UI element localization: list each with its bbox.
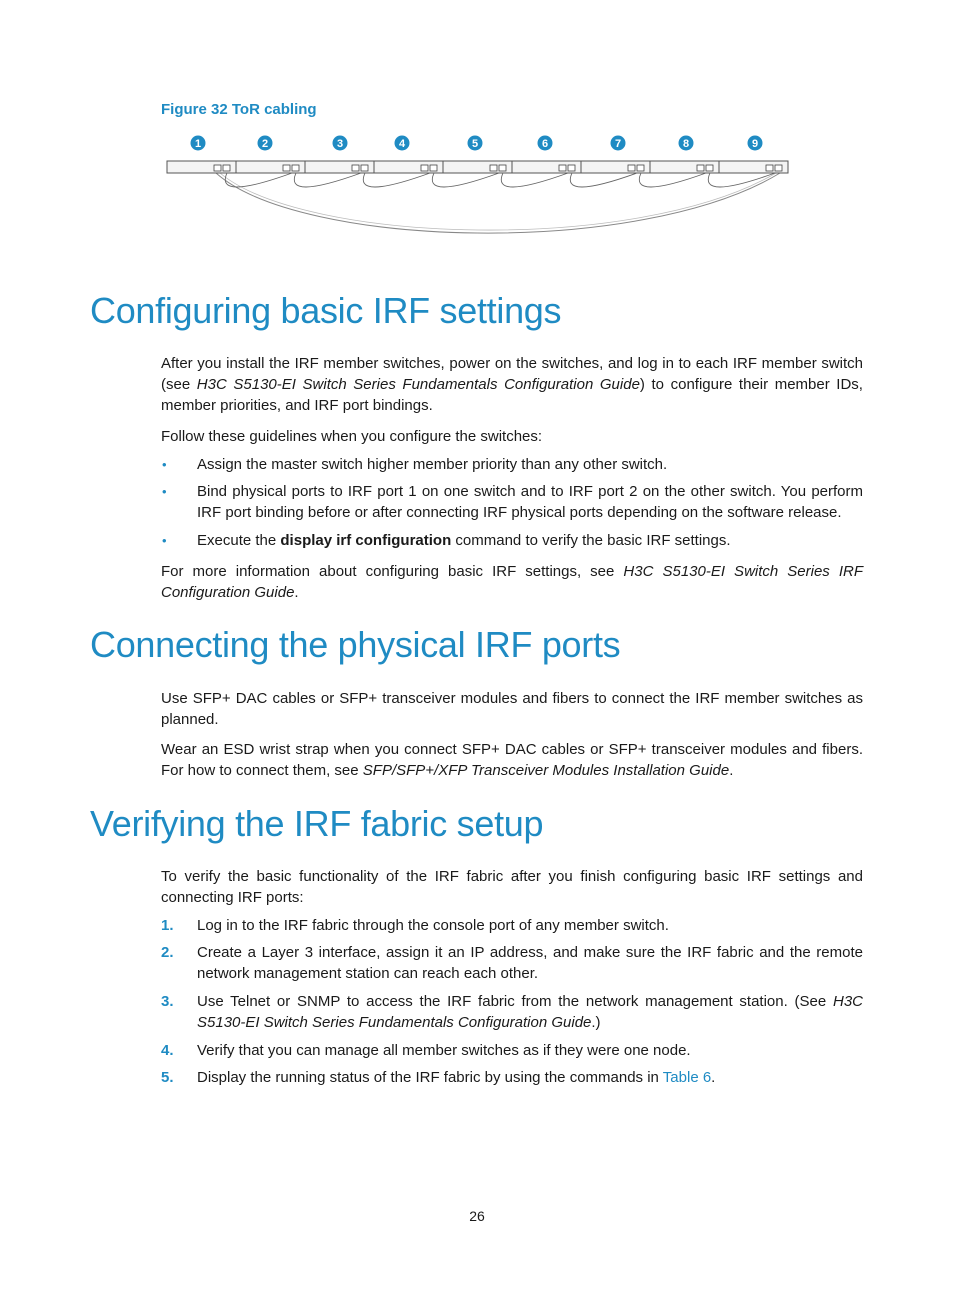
list-item: 1. Log in to the IRF fabric through the console port of any member switch. [161, 917, 669, 934]
switch-number-label: 9 [751, 138, 759, 150]
port-icon [223, 165, 230, 171]
dac-cable [363, 173, 430, 187]
list-item: 2. Create a Layer 3 interface, assign it an IP address, and make sure the IRF fabric and the remote network management station can reach each other. [161, 944, 863, 982]
ring-cable [216, 173, 780, 233]
paragraph: Follow these guidelines when you configure the switches: [161, 428, 543, 445]
port-icon [697, 165, 704, 171]
heading-verifying-irf-fabric: Verifying the IRF fabric setup [90, 803, 544, 844]
dac-cable [294, 173, 361, 187]
paragraph: Wear an ESD wrist strap when you connect SFP+ DAC cables or SFP+ transceiver modules and fibers. For how to connect them, see SFP/SFP+/XFP Transceiver Modules Installation Guide. [161, 741, 863, 779]
port-icon [283, 165, 290, 171]
list-item: • Assign the master switch higher member priority than any other switch. [162, 456, 668, 473]
tor-cabling-figure [160, 128, 790, 250]
paragraph: For more information about configuring basic IRF settings, see H3C S5130-EI Switch Series IRF Configuration Guide. [161, 563, 864, 601]
page-number: 26 [469, 1208, 485, 1224]
switch-number-label: 1 [194, 138, 202, 150]
port-icon [499, 165, 506, 171]
port-icon [706, 165, 713, 171]
dac-cable [570, 173, 637, 187]
port-icon [775, 165, 782, 171]
list-item: • Bind physical ports to IRF port 1 on one switch and to IRF port 2 on the other switch. You perform IRF port binding before or after connecting IRF physical ports depending on the software release. [162, 483, 863, 521]
bullet-icon: • [162, 484, 167, 499]
port-icon [628, 165, 635, 171]
port-icon [361, 165, 368, 171]
port-icon [559, 165, 566, 171]
paragraph: After you install the IRF member switches, power on the switches, and log in to each IRF member switch (see H3C S5130-EI Switch Series Fundamentals Configuration Guide) to configure their member IDs, member priorities, and IRF port bindings. [161, 355, 863, 414]
dac-cable [708, 173, 775, 187]
switch-number-label: 6 [541, 138, 549, 150]
dac-cable [639, 173, 706, 187]
bullet-icon: • [162, 457, 167, 472]
port-icon [637, 165, 644, 171]
port-icon [490, 165, 497, 171]
switch-number-label: 7 [614, 138, 622, 150]
port-icon [430, 165, 437, 171]
ring-cable [220, 173, 776, 230]
heading-connecting-physical-irf: Connecting the physical IRF ports [90, 624, 621, 665]
dac-cable [432, 173, 499, 187]
port-icon [292, 165, 299, 171]
heading-configuring-basic-irf: Configuring basic IRF settings [90, 290, 562, 331]
list-item: 5. Display the running status of the IRF fabric by using the commands in Table 6. [161, 1069, 716, 1086]
paragraph: To verify the basic functionality of the IRF fabric after you finish configuring basic IRF settings and connecting IRF ports: [161, 868, 863, 906]
switch-number-label: 4 [398, 138, 406, 150]
port-icon [766, 165, 773, 171]
port-icon [421, 165, 428, 171]
switch-number-label: 3 [336, 138, 344, 150]
switch-number-label: 8 [682, 138, 690, 150]
port-icon [352, 165, 359, 171]
list-item: 3. Use Telnet or SNMP to access the IRF fabric from the network management station. (See H3C S5130-EI Switch Series Fundamentals Configuration Guide.) [161, 993, 863, 1031]
list-item: 4. Verify that you can manage all member switches as if they were one node. [161, 1042, 691, 1059]
bullet-icon: • [162, 533, 167, 548]
port-icon [568, 165, 575, 171]
paragraph: Use SFP+ DAC cables or SFP+ transceiver modules and fibers to connect the IRF member switches as planned. [161, 690, 863, 728]
switch-number-label: 5 [471, 138, 479, 150]
figure-caption: Figure 32 ToR cabling [161, 101, 317, 118]
switch-number-label: 2 [261, 138, 269, 150]
dac-cable [501, 173, 568, 187]
dac-cable [225, 173, 292, 187]
list-item: • Execute the display irf configuration command to verify the basic IRF settings. [162, 532, 731, 549]
table-6-link[interactable]: Table 6 [662, 1069, 712, 1086]
port-icon [214, 165, 221, 171]
